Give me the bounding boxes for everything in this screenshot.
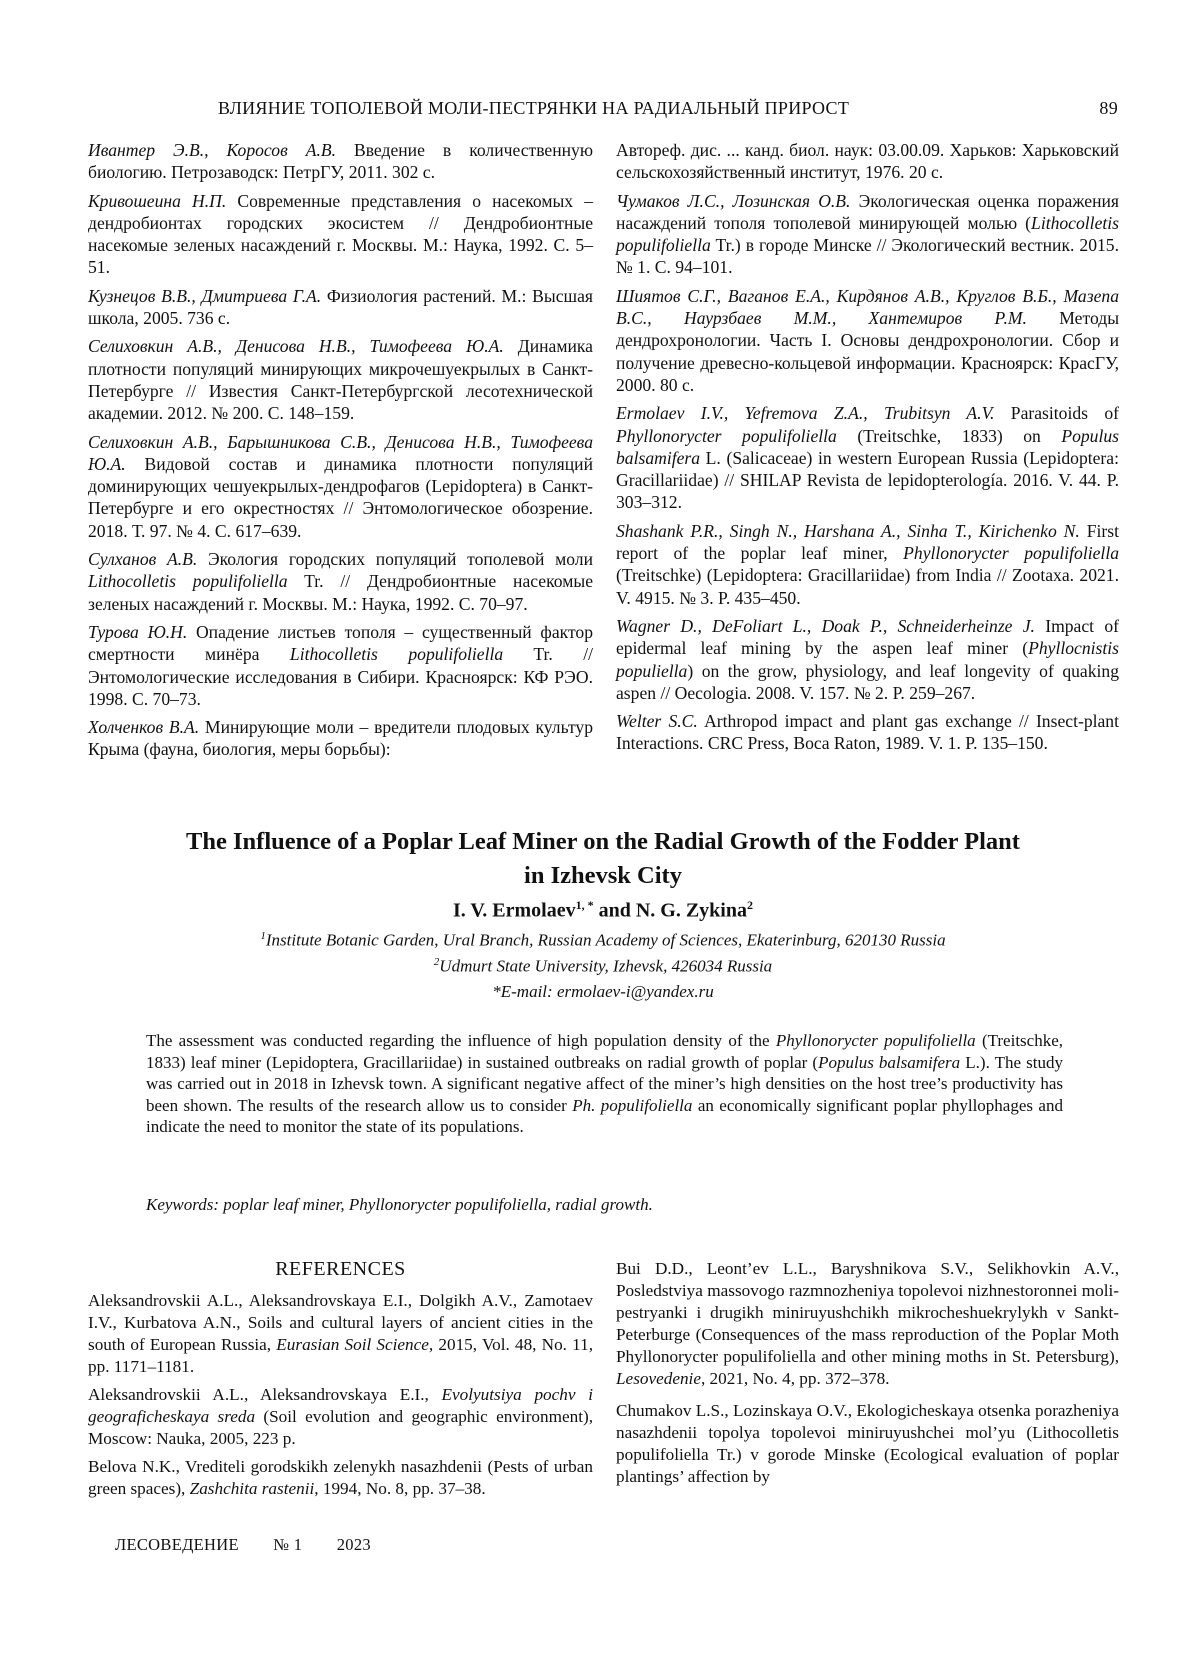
reference-text: , 1994, No. 8, pp. 37–38. — [314, 1479, 485, 1498]
reference-item — [88, 1456, 593, 1500]
affiliation-text: Institute Botanic Garden, Ural Branch, Russian Academy of Sciences, Ekaterinburg, 620130 Russia — [266, 931, 946, 950]
reference-item — [88, 716, 593, 761]
reference-text: Belova N.K., Vrediteli gorodskikh zelenykh nasazhdenii (Pests of urban green spaces), — [88, 1457, 593, 1498]
reference-text: First report of the poplar leaf miner, — [616, 521, 1119, 563]
reference-authors: Ивантер Э.В., Коросов А.В. — [88, 140, 336, 160]
keywords-label: Keywords: — [146, 1195, 219, 1214]
references-heading: REFERENCES — [88, 1258, 593, 1281]
author-name: I. V. Ermolaev — [453, 900, 576, 922]
reference-text: Введение в количествен­ную биологию. Петрозаводск: ПетрГУ, 2011. 302 с. — [88, 140, 593, 182]
reference-text: Современные представления о насе­комых – дендробионтах городских экосистем // Денд­робионтные насекомые зеленых насаждений г. Моск­вы. М.: Наука, 1992. С. 5–51. — [88, 191, 593, 278]
authors-line — [88, 898, 1118, 923]
author-conjunction: and — [594, 900, 636, 922]
reference-item — [616, 285, 1119, 396]
abstract-text: (Treitschke, 1833) leaf miner (Lepidoptera, Gracillariidae) in sustained outbreaks on radial growth of poplar ( — [146, 1031, 1063, 1072]
species-name: Lithocolletis populifoliella — [88, 571, 288, 591]
reference-authors: Селиховкин А.В., Барышникова С.В., Денисова Н.В., Ти­мофеева Ю.А. — [88, 432, 593, 474]
abstract-text: an economically significant poplar phyllophages and indicate the need to monitor the state of its populations. — [146, 1096, 1063, 1137]
page-number: 89 — [1099, 98, 1118, 119]
reference-authors: Ermolaev I.V., Yefremova Z.A., Trubitsyn A.V. — [616, 403, 994, 423]
species-name: Phyllonorycter populi­foliella — [903, 543, 1119, 563]
author-affiliation-mark: 1, * — [576, 898, 594, 912]
reference-item — [616, 139, 1119, 184]
species-name: Lithocolletis populifoliella — [616, 213, 1119, 255]
reference-item — [88, 1290, 593, 1378]
affiliation-mark: 1 — [260, 930, 266, 942]
abstract-text: The assessment was conducted regarding the influence of high population density of the — [146, 1031, 776, 1050]
reference-text: Автореф. дис. ... канд. биол. наук: 03.00.09. Харьков: Харьковский сельскохозяйственный институт, 1976. 20 с. — [616, 140, 1119, 182]
reference-text: Опадение листьев тополя – существен­ный фактор смертности минёра — [88, 622, 593, 664]
english-references-right-column — [616, 1258, 1119, 1498]
reference-text: Tr.) в городе Мин­ске // Экологический вестник. 2015. № 1. С. 94–101. — [616, 235, 1119, 277]
reference-text: Impact of epidermal leaf mining by the aspen leaf miner ( — [616, 616, 1119, 658]
reference-text: (Treitschke, 1833) on — [837, 426, 1062, 446]
reference-text: Tr. // Дендробионт­ные насекомые зеленых насаждений г. Москвы. М.: Наука, 1992. С. 70–97. — [88, 571, 593, 613]
article-title — [88, 825, 1118, 893]
reference-text: Aleksandrovskii A.L., Aleksandrovskaya E.I., Dolgikh A.V., Zamotaev I.V., Kurbatova A.N., Soils and cultural layers of ancient cities in the south of European Russia, — [88, 1291, 593, 1354]
reference-text: ) on the grow, physiology, and leaf lon­gevity of quaking aspen // Oecologia. 2008. V. 157. № 2. P. 259–267. — [616, 661, 1119, 703]
keywords — [146, 1195, 1063, 1215]
reference-text: Arthropod impact and plant gas exchange // In­sect-plant Interactions. CRC Press, Boca Raton, 1989. V. 1. P. 135–150. — [616, 711, 1119, 753]
keywords-text: poplar leaf miner, Phyllonorycter populifoliella, radial growth. — [219, 1195, 653, 1214]
species-name: Ph. populifoliella — [572, 1096, 692, 1115]
article-title-line: in Izhevsk City — [88, 859, 1118, 893]
reference-text: Bui D.D., Leont’ev L.L., Baryshnikova S.V., Selikhovkin A.V., Posledstviya massovogo razmnozheniya topolevoi nizh­nestoronnei moli-pestryanki i drugikh miniruyushchikh mikrocheshuekrylykh v Sankt-Peterburge (Consequences of the mass reproduction of the Poplar Moth Phyllonoryc­ter populifoliella and other mining moths in St. Petersburg), — [616, 1259, 1119, 1366]
journal-name: Eurasian Soil Science — [276, 1335, 429, 1354]
reference-item — [616, 402, 1119, 513]
reference-text: , 2021, No. 4, pp. 372–378. — [701, 1369, 890, 1388]
reference-item — [88, 621, 593, 710]
reference-text: (Treitschke) (Lepidoptera: Gracillariidae) from In­dia // Zootaxa. 2021. V. 4915. № 3. P. 435–450. — [616, 565, 1119, 607]
reference-authors: Холченков В.А. — [88, 717, 199, 737]
footer-year: 2023 — [337, 1535, 371, 1554]
reference-text: Видовой состав и динамика плотности популяций доминирующих чешуекрылых-дендрофа­гов (Lepidoptera) в Санкт-Петербурге и его окрестно­стях // Энтомологическое обозрение. 2018. Т. 97. № 4. С. 617–639. — [88, 454, 593, 541]
reference-authors: Турова Ю.Н. — [88, 622, 187, 642]
reference-text: Физиология растений. М.: Высшая школа, 2005. 736 с. — [88, 286, 593, 328]
reference-item — [616, 615, 1119, 704]
affiliation — [88, 930, 1118, 951]
russian-references-left-column — [88, 139, 593, 767]
reference-item — [616, 1400, 1119, 1488]
reference-item — [616, 190, 1119, 279]
affiliation — [88, 956, 1118, 977]
reference-authors: Welter S.C. — [616, 711, 698, 731]
species-name: Phyllonorycter populifoliella — [616, 426, 837, 446]
reference-text: L. (Salicaceae) in western European Russia (Lepidoptera: Gracillariidae) // SHILAP Revista de lepi­dopterología. 2016. V. 44. P. 303–312. — [616, 448, 1119, 513]
page-footer — [115, 1535, 401, 1555]
reference-text: Экологическая оценка поражения насаждений тополя тополевой минирую­щей молью ( — [616, 191, 1119, 233]
reference-text: , 2015, Vol. 48, No. 11, pp. 1171–1181. — [88, 1335, 593, 1376]
reference-text: Aleksandrovskii A.L., Aleksandrovskaya E.I., — [88, 1385, 442, 1404]
species-name: Phyl­locnistis populiella — [616, 638, 1119, 680]
reference-text: Tr. // Энтомологические исследования в Сибири. Красноярск: КФ РЭО. 1998. С. 70–73. — [88, 644, 593, 709]
reference-item — [88, 139, 593, 184]
reference-text: (Soil evolution and geograph­ic environment), Moscow: Nauka, 2005, 223 p. — [88, 1407, 593, 1448]
author-name: N. G. Zykina — [636, 900, 747, 922]
reference-text: Минирующие моли – вредители плодо­вых культур Крыма (фауна, биология, меры борьбы): — [88, 717, 593, 759]
reference-authors: Чумаков Л.С., Лозинская О.В. — [616, 191, 850, 211]
reference-item — [88, 431, 593, 542]
reference-authors: Shashank P.R., Singh N., Harshana A., Sinha T., Kirichenko N. — [616, 521, 1080, 541]
corresponding-email: *E-mail: ermolaev-i@yandex.ru — [88, 982, 1118, 1002]
reference-authors: Кривошеина Н.П. — [88, 191, 226, 211]
reference-item — [88, 335, 593, 424]
reference-text: Мето­ды дендрохронологии. Часть I. Основы дендрохроно­логии. Сбор и получение древесно-кольцевой инфор­мации. Красноярск: КрасГУ, 2000. 80 с. — [616, 308, 1119, 395]
reference-authors: Wagner D., DeFoliart L., Doak P., Schneiderheinze J. — [616, 616, 1035, 636]
article-title-line: The Influence of a Poplar Leaf Miner on the Radial Growth of the Fodder Plant — [88, 825, 1118, 859]
footer-journal: ЛЕСОВЕДЕНИЕ — [115, 1535, 239, 1554]
reference-text: Parasitoids of — [994, 403, 1119, 423]
species-name: Phyllonorycter pop­ulifoliella — [776, 1031, 976, 1050]
reference-item — [88, 190, 593, 279]
reference-item — [616, 1258, 1119, 1390]
journal-name: Lesovedenie — [616, 1369, 701, 1388]
reference-text: Дина­мика плотности популяций минирующих микроче­шуекрылых в Санкт-Петербурге // Известия Санкт-Петербургской лесотехнической академии. 2012. № 200. С. 148–159. — [88, 336, 593, 423]
reference-item — [616, 520, 1119, 609]
reference-text: Chumakov L.S., Lozinskaya O.V., Ekologicheskaya otsen­ka porazheniya nasazhdenii topolya topolevoi miniruyush­chei mol’yu (Lithocolletis populifoliella Tr.) v gorode Min­ske (Ecological evaluation of poplar plantings’ affection by — [616, 1401, 1119, 1486]
affiliation-text: Udmurt State University, Izhevsk, 426034 Russia — [439, 957, 772, 976]
reference-item — [88, 1384, 593, 1450]
journal-name: Zashchita rastenii — [190, 1479, 315, 1498]
reference-item — [88, 285, 593, 330]
abstract — [146, 1030, 1063, 1138]
running-head-title: ВЛИЯНИЕ ТОПОЛЕВОЙ МОЛИ-ПЕСТРЯНКИ НА РАДИАЛЬНЫЙ ПРИРОСТ — [218, 98, 849, 119]
reference-authors: Сулханов А.В. — [88, 549, 197, 569]
reference-item — [616, 710, 1119, 755]
running-head — [88, 98, 1118, 122]
russian-references-right-column — [616, 139, 1119, 761]
english-references-left-column — [88, 1290, 593, 1506]
reference-text: Экология городских популяций тополе­вой моли — [197, 549, 593, 569]
reference-authors: Кузнецов В.В., Дмитриева Г.А. — [88, 286, 321, 306]
affiliation-mark: 2 — [434, 956, 440, 968]
author-affiliation-mark: 2 — [747, 898, 753, 912]
species-name: Lithocolletis populifoliel­la — [290, 644, 503, 664]
species-name: Populus balsamifera — [616, 426, 1119, 468]
species-name: Populus balsamifera — [818, 1053, 960, 1072]
reference-authors: Шиятов С.Г., Ваганов Е.А., Кирдянов А.В., Круглов В.Б., Мазепа В.С., Наурзбаев М.М., Хантемиров Р.М. — [616, 286, 1119, 328]
reference-authors: Селиховкин А.В., Денисова Н.В., Тимофеева Ю.А. — [88, 336, 504, 356]
reference-item — [88, 548, 593, 615]
footer-issue: № 1 — [273, 1535, 302, 1554]
abstract-text: L.). The study was carried out in 2018 in Izhevsk town. A significant negative affect of the miner’s high densities on the host tree’s productivity has been shown. The results of the research allow us to consider — [146, 1053, 1063, 1115]
book-title: Evolyutsiya pochv i geograficheskaya sreda — [88, 1385, 593, 1426]
